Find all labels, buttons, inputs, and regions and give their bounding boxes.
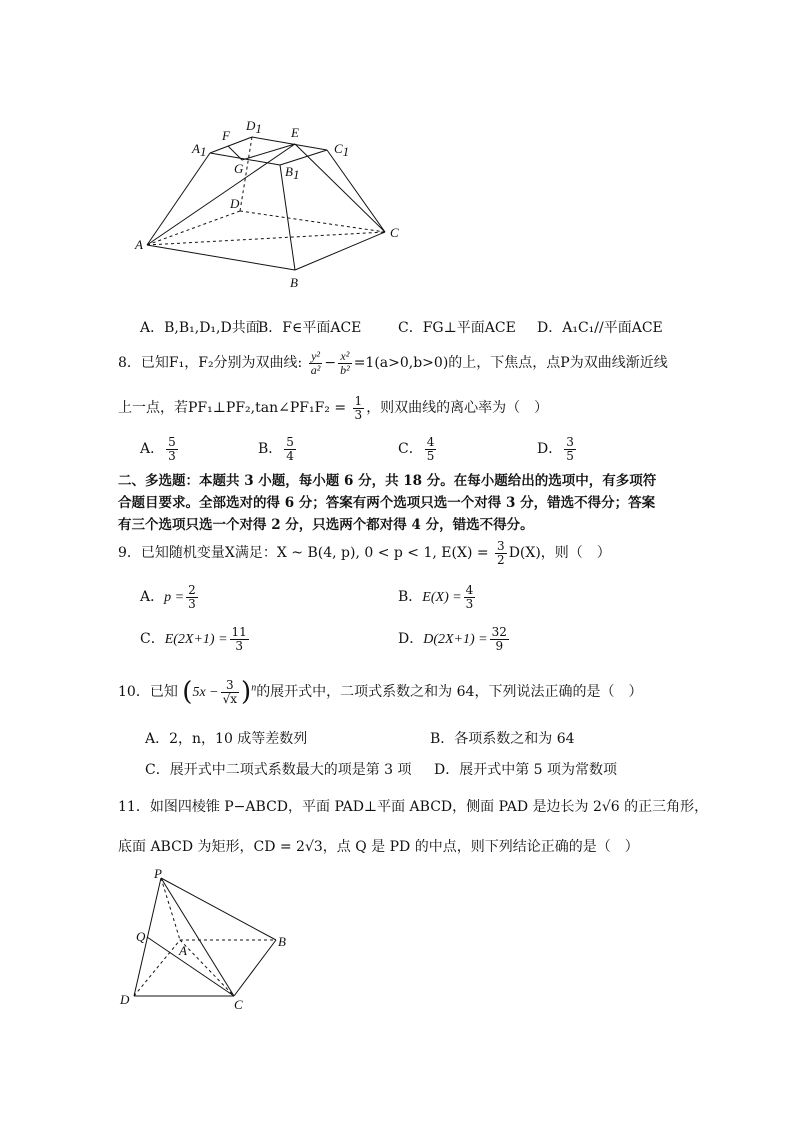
pyramid-figure <box>112 866 302 1011</box>
label-B: B <box>290 275 298 290</box>
q10-option-b: B．各项系数之和为 64 <box>430 731 575 747</box>
frac-num: x² <box>338 350 352 364</box>
label-B: B <box>278 934 286 949</box>
q8-line2-suffix: ，则双曲线的离心率为（ ） <box>366 400 549 417</box>
q10-option-c: C．展开式中二项式系数最大的项是第 3 项 <box>145 762 412 778</box>
q9-suffix: D(X)，则（ ） <box>508 545 611 562</box>
q9-prefix: 9．已知随机变量X满足：X ~ B(4, p), 0 < p < 1, E(X) = <box>118 545 489 562</box>
q8-line1: 8．已知F₁，F₂分别为双曲线: $\frac{\text{y²}}{\text{a²}}$ − $\frac{\text{x²}}{\text{b²}}$ =1(a>0,b>0)的上，下焦点，点P为双曲线渐近线 <box>118 349 668 377</box>
q9-option-c: C．E(2X+1) = $\frac{11}{3}$ <box>140 625 247 653</box>
q8-option-a: A． $\frac{5}{3}$ <box>140 435 176 463</box>
q10-option-a: A．2，n，10 成等差数列 <box>145 731 308 747</box>
label-C: C <box>390 225 399 240</box>
q11-line2: 底面 ABCD 为矩形，CD = 2√3，点 Q 是 PD 的中点，则下列结论正确的是（ ） <box>118 839 639 855</box>
q7-option-c: C．FG⊥平面ACE <box>398 320 516 336</box>
label-D: D <box>230 196 240 211</box>
label-F: F <box>222 128 230 143</box>
q8-line2 <box>118 395 548 421</box>
label-Q: Q <box>136 929 146 944</box>
q7-option-d: D．A₁C₁//平面ACE <box>537 320 663 336</box>
q10-option-d: D．展开式中第 5 项为常数项 <box>434 762 618 778</box>
q8-suffix: =1(a>0,b>0)的上，下焦点，点P为双曲线渐近线 <box>353 355 668 372</box>
frac-num: 1 <box>354 394 363 408</box>
label-A1: A1 <box>192 141 207 159</box>
label-E: E <box>291 125 299 140</box>
label-D1: D1 <box>246 118 262 136</box>
q8-line2-prefix: 上一点，若PF₁⊥PF₂,tan∠PF₁F₂ = <box>118 400 347 417</box>
frac-num: y² <box>309 350 323 364</box>
q8-option-c: C． $\frac{4}{5}$ <box>398 435 435 463</box>
frustum-figure <box>130 115 410 295</box>
q9-option-a: A．p = $\frac{2}{3}$ <box>140 583 196 611</box>
section-2-heading: 二、多选题：本题共 3 小题，每小题 6 分，共 18 分。在每小题给出的选项中，有多项符合题目要求。全部选对的得 6 分；答案有两个选项只选一个对得 3 分，错选不得分；答案有三个选项只选一个对得 2 分，只选两个都对得 4 分，错选不得分。 <box>118 473 657 533</box>
q11-line1: 11．如图四棱锥 P−ABCD，平面 PAD⊥平面 ABCD，侧面 PAD 是边长为 2√6 的正三角形， <box>118 799 709 815</box>
frac-den: b² <box>340 362 350 377</box>
label-D: D <box>120 992 130 1007</box>
q9-stem: 9．已知随机变量X满足：X ~ B(4, p), 0 < p < 1, E(X) = $\frac{3}{2}$ D(X)，则（ ） <box>118 539 611 567</box>
label-A: A <box>135 237 143 252</box>
label-C: C <box>234 997 243 1011</box>
q9-option-b: B．E(X) = $\frac{4}{3}$ <box>398 583 474 611</box>
frac-den: 3 <box>354 407 363 422</box>
q10-prefix: 10．已知 <box>118 684 178 700</box>
q8-option-d: D． $\frac{3}{5}$ <box>537 435 574 463</box>
q7-option-b: B．F∈平面ACE <box>258 320 362 336</box>
q9-option-d: D．D(2X+1) = $\frac{32}{9}$ <box>398 625 507 653</box>
q10-suffix: 的展开式中，二项式系数之和为 64，下列说法正确的是（ ） <box>256 684 643 700</box>
q10-stem <box>118 677 642 707</box>
frac-den: a² <box>310 362 321 377</box>
label-A: A <box>179 943 187 958</box>
label-B1: B1 <box>285 164 300 182</box>
q8-prefix: 8．已知F₁，F₂分别为双曲线: <box>118 355 303 372</box>
q10-expression: (5x − $\frac{3}{√x}$ )$^n$ <box>182 677 257 707</box>
label-P: P <box>154 866 162 881</box>
q7-option-a: A．B,B₁,D₁,D共面 <box>140 320 260 336</box>
q8-option-b: B． $\frac{5}{4}$ <box>258 435 294 463</box>
label-G: G <box>234 161 244 176</box>
label-C1: C1 <box>334 141 350 159</box>
